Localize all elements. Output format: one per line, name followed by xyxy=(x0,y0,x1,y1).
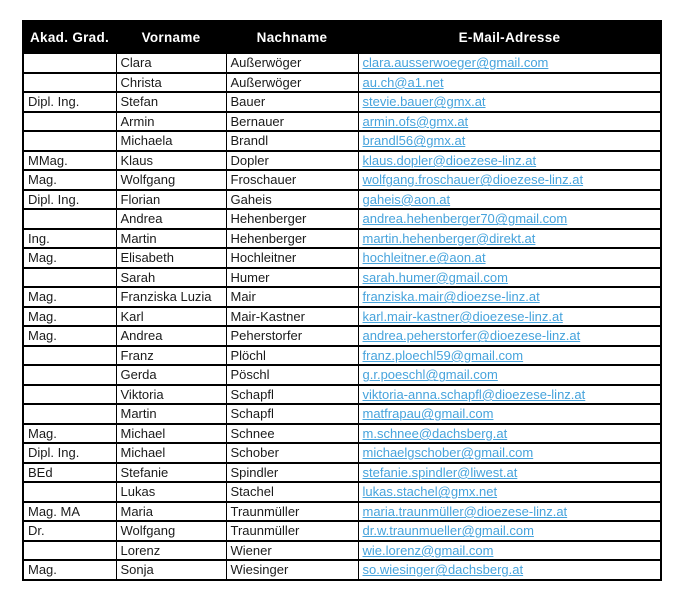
email-link[interactable]: gaheis@aon.at xyxy=(362,191,451,207)
cell-vorname: Andrea xyxy=(116,326,226,346)
cell-nachname: Außerwöger xyxy=(226,53,358,73)
cell-nachname: Dopler xyxy=(226,151,358,171)
table-row xyxy=(23,560,661,580)
cell-nachname: Traunmüller xyxy=(226,521,358,541)
cell-vorname: Michaela xyxy=(116,131,226,151)
cell-akad-grad: Mag. xyxy=(23,326,116,346)
cell-nachname: Hochleitner xyxy=(226,248,358,268)
contact-table xyxy=(22,20,662,581)
table-row xyxy=(23,170,661,190)
table-row xyxy=(23,404,661,424)
table-row xyxy=(23,112,661,132)
cell-akad-grad xyxy=(23,541,116,561)
email-link[interactable]: viktoria-anna.schapfl@dioezese-linz.at xyxy=(362,386,586,402)
column-header-vorname: Vorname xyxy=(116,21,226,53)
email-link[interactable]: karl.mair-kastner@dioezese-linz.at xyxy=(362,308,563,324)
table-row xyxy=(23,287,661,307)
cell-email xyxy=(358,424,661,444)
email-link[interactable]: andrea.peherstorfer@dioezese-linz.at xyxy=(362,328,581,344)
email-link[interactable]: so.wiesinger@dachsberg.at xyxy=(362,562,524,578)
cell-nachname: Stachel xyxy=(226,482,358,502)
cell-nachname: Froschauer xyxy=(226,170,358,190)
cell-vorname: Franziska Luzia xyxy=(116,287,226,307)
cell-email xyxy=(358,287,661,307)
cell-vorname: Sarah xyxy=(116,268,226,288)
cell-email xyxy=(358,482,661,502)
cell-email xyxy=(358,151,661,171)
cell-email xyxy=(358,560,661,580)
cell-email xyxy=(358,365,661,385)
cell-akad-grad: Mag. xyxy=(23,170,116,190)
email-link[interactable]: sarah.humer@gmail.com xyxy=(362,269,508,285)
cell-email xyxy=(358,92,661,112)
cell-akad-grad xyxy=(23,385,116,405)
cell-nachname: Schapfl xyxy=(226,385,358,405)
email-link[interactable]: matfrapau@gmail.com xyxy=(362,406,494,422)
cell-akad-grad xyxy=(23,73,116,93)
cell-nachname: Schapfl xyxy=(226,404,358,424)
email-link[interactable]: wolfgang.froschauer@dioezese-linz.at xyxy=(362,172,584,188)
cell-vorname: Klaus xyxy=(116,151,226,171)
cell-vorname: Stefan xyxy=(116,92,226,112)
cell-akad-grad: Dipl. Ing. xyxy=(23,443,116,463)
cell-akad-grad xyxy=(23,404,116,424)
table-row xyxy=(23,482,661,502)
column-header-akad-grad: Akad. Grad. xyxy=(23,21,116,53)
cell-vorname: Gerda xyxy=(116,365,226,385)
email-link[interactable]: armin.ofs@gmx.at xyxy=(362,113,469,129)
cell-email xyxy=(358,73,661,93)
cell-vorname: Florian xyxy=(116,190,226,210)
cell-vorname: Martin xyxy=(116,404,226,424)
cell-akad-grad: Mag. xyxy=(23,424,116,444)
cell-vorname: Armin xyxy=(116,112,226,132)
table-row xyxy=(23,326,661,346)
email-link[interactable]: stevie.bauer@gmx.at xyxy=(362,94,486,110)
cell-email xyxy=(358,502,661,522)
cell-vorname: Karl xyxy=(116,307,226,327)
table-row xyxy=(23,229,661,249)
table-row xyxy=(23,365,661,385)
cell-akad-grad xyxy=(23,53,116,73)
cell-vorname: Sonja xyxy=(116,560,226,580)
email-link[interactable]: dr.w.traunmueller@gmail.com xyxy=(362,523,534,539)
cell-nachname: Schober xyxy=(226,443,358,463)
cell-email xyxy=(358,541,661,561)
cell-akad-grad: Dipl. Ing. xyxy=(23,190,116,210)
cell-vorname: Michael xyxy=(116,424,226,444)
cell-vorname: Martin xyxy=(116,229,226,249)
cell-nachname: Plöchl xyxy=(226,346,358,366)
cell-nachname: Traunmüller xyxy=(226,502,358,522)
cell-akad-grad: MMag. xyxy=(23,151,116,171)
table-row xyxy=(23,502,661,522)
cell-vorname: Wolfgang xyxy=(116,170,226,190)
cell-nachname: Wiener xyxy=(226,541,358,561)
cell-akad-grad: Mag. xyxy=(23,248,116,268)
cell-nachname: Schnee xyxy=(226,424,358,444)
cell-email xyxy=(358,404,661,424)
cell-akad-grad: Mag. MA xyxy=(23,502,116,522)
cell-nachname: Bauer xyxy=(226,92,358,112)
cell-nachname: Außerwöger xyxy=(226,73,358,93)
email-link[interactable]: au.ch@a1.net xyxy=(362,74,444,90)
cell-vorname: Christa xyxy=(116,73,226,93)
cell-email xyxy=(358,190,661,210)
email-link[interactable]: clara.ausserwoeger@gmail.com xyxy=(362,55,549,71)
table-row xyxy=(23,443,661,463)
cell-akad-grad: Mag. xyxy=(23,307,116,327)
cell-nachname: Mair xyxy=(226,287,358,307)
table-row xyxy=(23,92,661,112)
cell-email xyxy=(358,346,661,366)
email-link[interactable]: m.schnee@dachsberg.at xyxy=(362,425,508,441)
cell-vorname: Wolfgang xyxy=(116,521,226,541)
table-row xyxy=(23,53,661,73)
table-row xyxy=(23,463,661,483)
table-row xyxy=(23,209,661,229)
cell-vorname: Michael xyxy=(116,443,226,463)
cell-akad-grad xyxy=(23,482,116,502)
email-link[interactable]: lukas.stachel@gmx.net xyxy=(362,484,498,500)
table-row xyxy=(23,131,661,151)
cell-email xyxy=(358,385,661,405)
cell-email xyxy=(358,209,661,229)
cell-nachname: Peherstorfer xyxy=(226,326,358,346)
cell-vorname: Lukas xyxy=(116,482,226,502)
cell-akad-grad xyxy=(23,131,116,151)
email-link[interactable]: franziska.mair@dioezse-linz.at xyxy=(362,289,540,305)
cell-email xyxy=(358,248,661,268)
cell-nachname: Spindler xyxy=(226,463,358,483)
table-body xyxy=(23,53,661,580)
table-header xyxy=(23,21,661,53)
cell-nachname: Hehenberger xyxy=(226,229,358,249)
cell-akad-grad: Mag. xyxy=(23,287,116,307)
cell-akad-grad: Dipl. Ing. xyxy=(23,92,116,112)
cell-email xyxy=(358,443,661,463)
cell-email xyxy=(358,229,661,249)
cell-akad-grad: BEd xyxy=(23,463,116,483)
table-row xyxy=(23,346,661,366)
email-link[interactable]: g.r.poeschl@gmail.com xyxy=(362,367,498,383)
cell-nachname: Bernauer xyxy=(226,112,358,132)
table-row xyxy=(23,73,661,93)
email-link[interactable]: andrea.hehenberger70@gmail.com xyxy=(362,211,568,227)
cell-nachname: Humer xyxy=(226,268,358,288)
cell-vorname: Lorenz xyxy=(116,541,226,561)
cell-akad-grad xyxy=(23,209,116,229)
table-row xyxy=(23,424,661,444)
table-row xyxy=(23,190,661,210)
cell-vorname: Stefanie xyxy=(116,463,226,483)
cell-vorname: Maria xyxy=(116,502,226,522)
email-link[interactable]: franz.ploechl59@gmail.com xyxy=(362,347,524,363)
cell-email xyxy=(358,268,661,288)
table-row xyxy=(23,151,661,171)
header-row xyxy=(23,21,661,53)
cell-akad-grad: Dr. xyxy=(23,521,116,541)
cell-akad-grad: Mag. xyxy=(23,560,116,580)
column-header-email: E-Mail-Adresse xyxy=(358,21,661,53)
cell-email xyxy=(358,463,661,483)
column-header-nachname: Nachname xyxy=(226,21,358,53)
cell-akad-grad xyxy=(23,365,116,385)
table-row xyxy=(23,268,661,288)
cell-email xyxy=(358,326,661,346)
email-link[interactable]: stefanie.spindler@liwest.at xyxy=(362,464,518,480)
cell-akad-grad xyxy=(23,346,116,366)
cell-vorname: Clara xyxy=(116,53,226,73)
email-link[interactable]: brandl56@gmx.at xyxy=(362,133,466,149)
cell-akad-grad xyxy=(23,112,116,132)
cell-akad-grad xyxy=(23,268,116,288)
cell-email xyxy=(358,131,661,151)
cell-vorname: Elisabeth xyxy=(116,248,226,268)
email-link[interactable]: hochleitner.e@aon.at xyxy=(362,250,486,266)
cell-nachname: Mair-Kastner xyxy=(226,307,358,327)
email-link[interactable]: klaus.dopler@dioezese-linz.at xyxy=(362,152,537,168)
email-link[interactable]: michaelgschober@gmail.com xyxy=(362,445,534,461)
cell-nachname: Wiesinger xyxy=(226,560,358,580)
cell-akad-grad: Ing. xyxy=(23,229,116,249)
table-row xyxy=(23,521,661,541)
cell-vorname: Andrea xyxy=(116,209,226,229)
cell-nachname: Hehenberger xyxy=(226,209,358,229)
table-row xyxy=(23,385,661,405)
table-row xyxy=(23,248,661,268)
cell-nachname: Pöschl xyxy=(226,365,358,385)
cell-nachname: Brandl xyxy=(226,131,358,151)
cell-email xyxy=(358,112,661,132)
cell-email xyxy=(358,53,661,73)
cell-email xyxy=(358,307,661,327)
email-link[interactable]: martin.hehenberger@direkt.at xyxy=(362,230,536,246)
cell-vorname: Franz xyxy=(116,346,226,366)
table-row xyxy=(23,541,661,561)
cell-vorname: Viktoria xyxy=(116,385,226,405)
email-link[interactable]: wie.lorenz@gmail.com xyxy=(362,542,494,558)
email-link[interactable]: maria.traunmüller@dioezese-linz.at xyxy=(362,503,568,519)
cell-nachname: Gaheis xyxy=(226,190,358,210)
cell-email xyxy=(358,521,661,541)
cell-email xyxy=(358,170,661,190)
table-row xyxy=(23,307,661,327)
